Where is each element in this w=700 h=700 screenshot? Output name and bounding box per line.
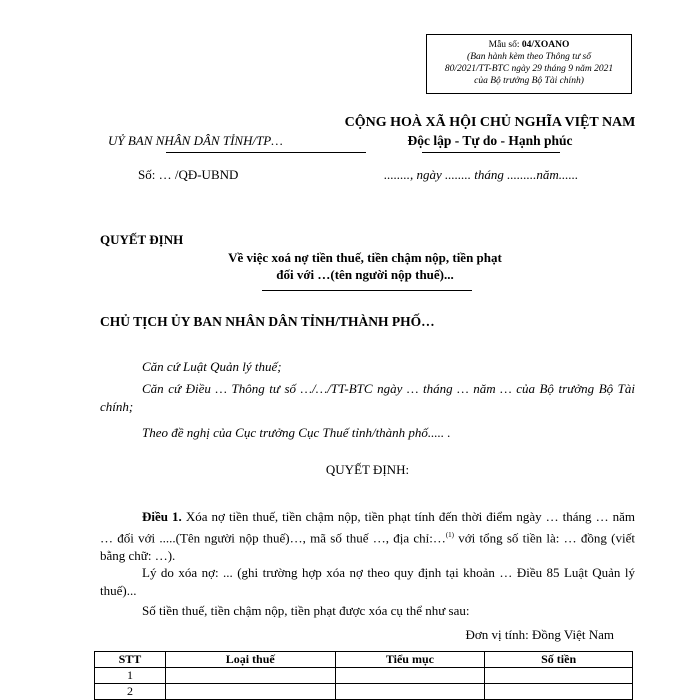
document-date: ........, ngày ........ tháng .........năm...... (384, 167, 579, 182)
article-1: Điều 1. Xóa nợ tiền thuế, tiền chậm nộp, tiền phạt tính đến thời điểm ngày … tháng … năm … đối với .....(Tên người nộp thuế)…, mã số thuế …, địa chỉ:…$^{(1)}$ với tổng số tiền là: … đồng (viết bằng chữ: …). (100, 509, 635, 564)
table-header-row (95, 652, 633, 668)
issuing-agency: UỶ BAN NHÂN DÂN TỈNH/TP… (108, 133, 283, 148)
form-note-2: 80/2021/TT-BTC ngày 29 tháng 9 năm 2021 (444, 64, 614, 74)
basis-law: Căn cứ Luật Quản lý thuế; (142, 359, 282, 374)
national-motto: Độc lập - Tự do - Hạnh phúc (407, 133, 573, 148)
basis-circular: Căn cứ Điều … Thông tư số …/…/TT-BTC ngày … tháng … năm … của Bộ trưởng Bộ Tài chính; (100, 381, 635, 414)
cell-stt: 1 (95, 668, 166, 684)
decides-heading: QUYẾT ĐỊNH: (325, 462, 410, 477)
form-note-1: (Ban hành kèm theo Thông tư số (467, 52, 591, 62)
document-number: Số: … /QĐ-UBND (138, 167, 239, 182)
decision-subject-line2: đối với …(tên người nộp thuế)... (276, 267, 454, 282)
col-amount: Số tiền (485, 652, 633, 668)
article-1-amount-intro: Số tiền thuế, tiền chậm nộp, tiền phạt được xóa cụ thể như sau: (142, 603, 470, 618)
currency-unit: Đơn vị tính: Đồng Việt Nam (465, 627, 614, 642)
amount-table (94, 651, 633, 700)
table-row (95, 668, 633, 684)
cell-sub-item (335, 668, 485, 684)
cell-amount (485, 684, 633, 700)
col-tax-type: Loại thuế (165, 652, 335, 668)
national-title: CỘNG HOÀ XÃ HỘI CHỦ NGHĨA VIỆT NAM (344, 115, 636, 130)
cell-tax-type (165, 684, 335, 700)
cell-sub-item (335, 684, 485, 700)
decision-title: QUYẾT ĐỊNH (100, 232, 184, 247)
subject-underline (262, 290, 472, 291)
basis-proposal: Theo đề nghị của Cục trưởng Cục Thuế tỉnh/thành phố..... . (142, 425, 451, 440)
form-code: Mẫu số: 04/XOANO (488, 40, 570, 50)
motto-underline (422, 152, 560, 153)
footnote-marker: (1) (445, 531, 455, 539)
article-1-reason: Lý do xóa nợ: ... (ghi trường hợp xóa nợ theo quy định tại khoản … Điều 85 Luật Quản lý thuế)... (100, 565, 635, 598)
chairman-heading: CHỦ TỊCH ỦY BAN NHÂN DÂN TỈNH/THÀNH PHỐ… (100, 314, 435, 329)
form-code-box (426, 34, 632, 94)
cell-tax-type (165, 668, 335, 684)
col-stt: STT (95, 652, 166, 668)
col-sub-item: Tiểu mục (335, 652, 485, 668)
cell-amount (485, 668, 633, 684)
agency-underline (166, 152, 366, 153)
decision-subject-line1: Về việc xoá nợ tiền thuế, tiền chậm nộp, tiền phạt (228, 250, 502, 265)
cell-stt: 2 (95, 684, 166, 700)
table-row (95, 684, 633, 700)
form-note-3: của Bộ trưởng Bộ Tài chính) (474, 76, 584, 86)
article-1-label: Điều 1. (142, 509, 182, 524)
